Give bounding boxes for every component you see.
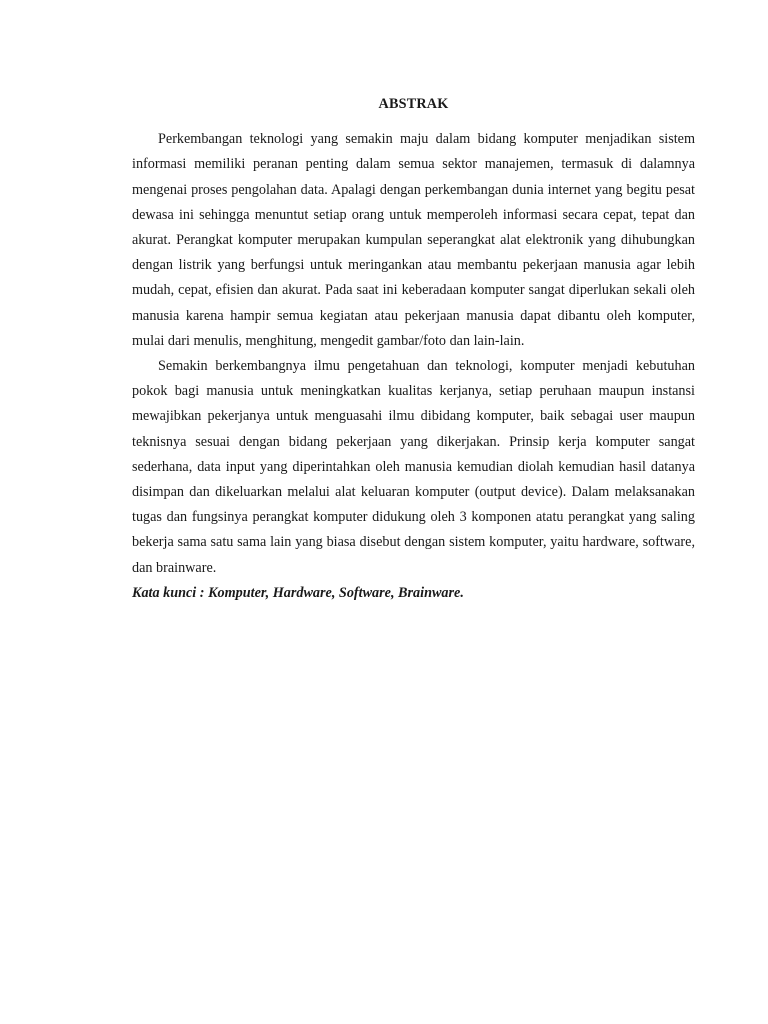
abstract-paragraph-2: Semakin berkembangnya ilmu pengetahuan dan teknologi, komputer menjadi kebutuhan pokok bagi manusia untuk meningkatkan kualitas kerjanya, setiap peruhaan maupun instansi mewajibkan pekerjanya untuk menguasahi ilmu dibidang komputer, baik sebagai user maupun teknisnya sesuai dengan bidang pekerjaan yang dikerjakan. Prinsip kerja komputer sangat sederhana, data input yang diperintahkan oleh manusia kemudian diolah kemudian hasil datanya disimpan dan dikeluarkan melalui alat keluaran komputer (output device). Dalam melaksanakan tugas dan fungsinya perangkat komputer didukung oleh 3 komponen atatu perangkat yang saling bekerja sama satu sama lain yang biasa disebut dengan sistem komputer, yaitu hardware, software, dan brainware.	[132, 358, 695, 576]
abstract-section	[132, 92, 695, 606]
abstract-title: ABSTRAK	[378, 96, 449, 112]
keywords-line: Kata kunci : Komputer, Hardware, Software, Brainware.	[132, 584, 464, 601]
abstract-paragraph-1: Perkembangan teknologi yang semakin maju dalam bidang komputer menjadikan sistem informasi memiliki peranan penting dalam semua sektor manajemen, termasuk di dalamnya mengenai proses pengolahan data. Apalagi dengan perkembangan dunia internet yang begitu pesat dewasa ini sehingga menuntut setiap orang untuk memperoleh informasi secara cepat, tepat dan akurat. Perangkat komputer merupakan kumpulan seperangkat alat elektronik yang dihubungkan dengan listrik yang berfungsi untuk meringankan atau membantu pekerjaan manusia agar lebih mudah, cepat, efisien dan akurat. Pada saat ini keberadaan komputer sangat diperlukan sekali oleh manusia karena hampir semua kegiatan atau pekerjaan manusia dapat dibantu oleh komputer, mulai dari menulis, menghitung, mengedit gambar/foto dan lain-lain.	[132, 131, 695, 349]
